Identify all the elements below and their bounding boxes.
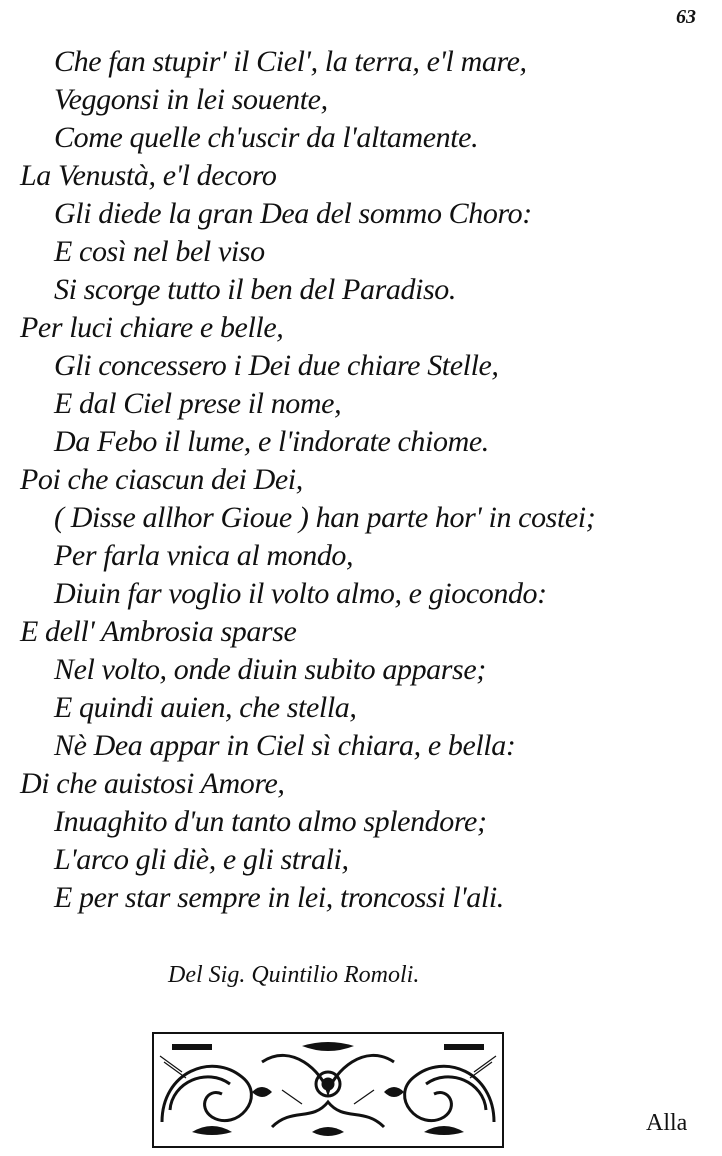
poem-line: E quindi auien, che stella, bbox=[54, 691, 357, 724]
poem-line: Per farla vnica al mondo, bbox=[54, 539, 354, 572]
poem-line: E dell' Ambrosia sparse bbox=[20, 615, 297, 648]
poem-line: Diuin far voglio il volto almo, e giocondo: bbox=[54, 577, 547, 610]
poem-line: E così nel bel viso bbox=[54, 235, 265, 268]
poem-line: Veggonsi in lei souente, bbox=[54, 83, 328, 116]
woodcut-ornament-icon bbox=[152, 1032, 504, 1148]
poem-line: Gli concessero i Dei due chiare Stelle, bbox=[54, 349, 499, 382]
poem-line: Si scorge tutto il ben del Paradiso. bbox=[54, 273, 456, 306]
poem-line: Inuaghito d'un tanto almo splendore; bbox=[54, 805, 487, 838]
page-number: 63 bbox=[676, 6, 696, 28]
poem-line: Gli diede la gran Dea del sommo Choro: bbox=[54, 197, 532, 230]
poem-line: L'arco gli diè, e gli strali, bbox=[54, 843, 349, 876]
poem-line: Da Febo il lume, e l'indorate chiome. bbox=[54, 425, 489, 458]
poem-line: Nè Dea appar in Ciel sì chiara, e bella: bbox=[54, 729, 516, 762]
poem-line: Nel volto, onde diuin subito apparse; bbox=[54, 653, 486, 686]
poem-line: E per star sempre in lei, troncossi l'ali. bbox=[54, 881, 504, 914]
attribution: Del Sig. Quintilio Romoli. bbox=[168, 962, 420, 988]
poem-line: Che fan stupir' il Ciel', la terra, e'l mare, bbox=[54, 45, 527, 78]
poem-line: E dal Ciel prese il nome, bbox=[54, 387, 342, 420]
poem-line: La Venustà, e'l decoro bbox=[20, 159, 277, 192]
poem-line: Per luci chiare e belle, bbox=[20, 311, 284, 344]
poem-line: Di che auistosi Amore, bbox=[20, 767, 285, 800]
poem-line: Come quelle ch'uscir da l'altamente. bbox=[54, 121, 479, 154]
poem-line: Poi che ciascun dei Dei, bbox=[20, 463, 303, 496]
catchword: Alla bbox=[646, 1110, 688, 1136]
poem-line: ( Disse allhor Gioue ) han parte hor' in costei; bbox=[54, 501, 596, 534]
